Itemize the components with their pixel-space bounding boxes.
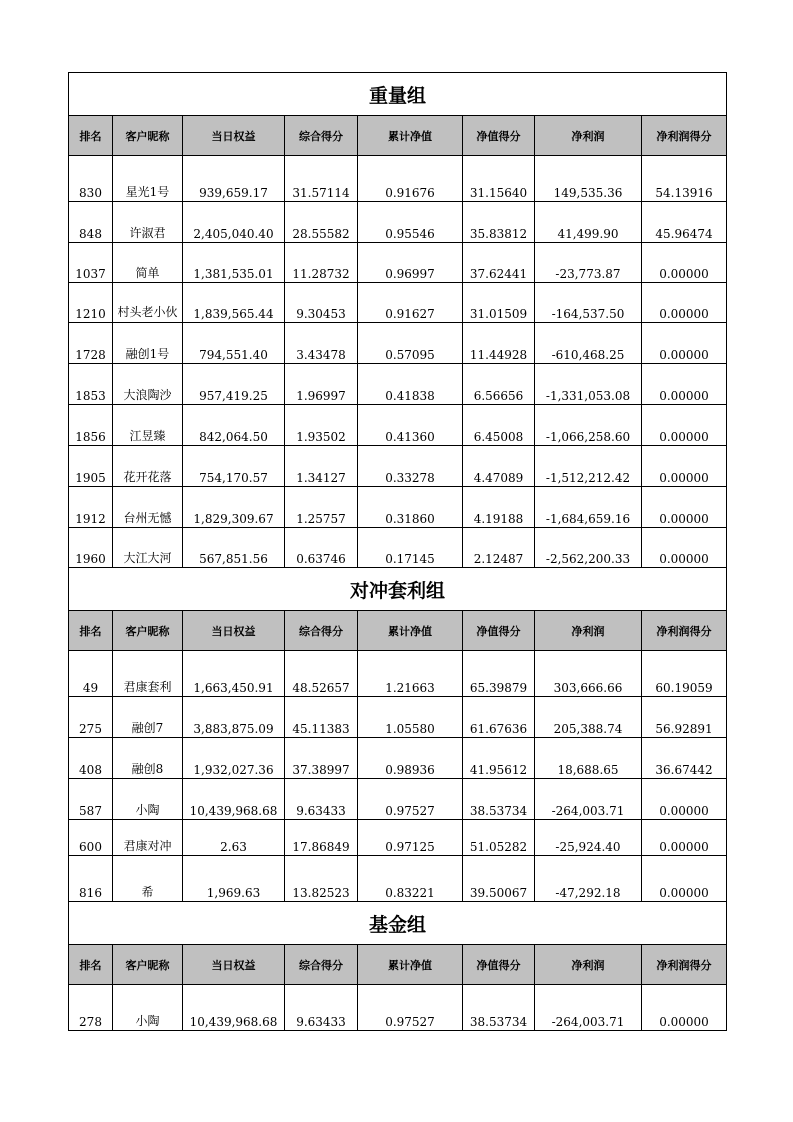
- group-title-heavy: 重量组: [69, 73, 727, 116]
- cell-score: 1.34127: [285, 446, 358, 487]
- cell-equity: 10,439,968.68: [183, 779, 285, 820]
- cell-nav: 0.83221: [358, 856, 463, 902]
- header-nickname: 客户昵称: [113, 945, 183, 985]
- cell-score: 1.96997: [285, 364, 358, 405]
- header-rank: 排名: [69, 611, 113, 651]
- cell-profit: -1,684,659.16: [535, 487, 642, 528]
- table-body: [69, 73, 727, 1031]
- cell-nav: 0.41360: [358, 405, 463, 446]
- cell-nav-score: 51.05282: [463, 820, 535, 856]
- cell-equity: 794,551.40: [183, 323, 285, 364]
- cell-nickname: 大浪陶沙: [113, 364, 183, 405]
- cell-nickname: 君康套利: [113, 651, 183, 697]
- cell-rank: 587: [69, 779, 113, 820]
- cell-score: 13.82523: [285, 856, 358, 902]
- cell-nickname: 融创7: [113, 697, 183, 738]
- cell-nav-score: 38.53734: [463, 985, 535, 1031]
- table-row: [69, 820, 727, 856]
- cell-rank: 1210: [69, 283, 113, 323]
- table-row: [69, 985, 727, 1031]
- cell-nav-score: 2.12487: [463, 528, 535, 568]
- header-profit: 净利润: [535, 945, 642, 985]
- cell-profit-score: 54.13916: [642, 156, 727, 202]
- cell-equity: 842,064.50: [183, 405, 285, 446]
- cell-nav: 1.05580: [358, 697, 463, 738]
- cell-nav: 0.41838: [358, 364, 463, 405]
- cell-score: 45.11383: [285, 697, 358, 738]
- table-row: [69, 243, 727, 283]
- cell-nav-score: 39.50067: [463, 856, 535, 902]
- cell-nav-score: 41.95612: [463, 738, 535, 779]
- cell-nav-score: 31.01509: [463, 283, 535, 323]
- table-row: [69, 856, 727, 902]
- cell-nav: 0.91627: [358, 283, 463, 323]
- cell-profit: 303,666.66: [535, 651, 642, 697]
- cell-nav: 0.17145: [358, 528, 463, 568]
- cell-profit-score: 0.00000: [642, 528, 727, 568]
- header-nav: 累计净值: [358, 116, 463, 156]
- cell-profit-score: 45.96474: [642, 202, 727, 243]
- table-row: [69, 364, 727, 405]
- cell-equity: 2,405,040.40: [183, 202, 285, 243]
- header-equity: 当日权益: [183, 611, 285, 651]
- group-title-fund: 基金组: [69, 902, 727, 945]
- cell-profit: -610,468.25: [535, 323, 642, 364]
- cell-profit: -1,512,212.42: [535, 446, 642, 487]
- cell-rank: 1905: [69, 446, 113, 487]
- cell-rank: 1853: [69, 364, 113, 405]
- cell-profit-score: 0.00000: [642, 820, 727, 856]
- cell-nav: 0.95546: [358, 202, 463, 243]
- cell-nickname: 小陶: [113, 985, 183, 1031]
- cell-nav-score: 37.62441: [463, 243, 535, 283]
- cell-nickname: 许淑君: [113, 202, 183, 243]
- cell-rank: 848: [69, 202, 113, 243]
- cell-score: 48.52657: [285, 651, 358, 697]
- cell-profit: 149,535.36: [535, 156, 642, 202]
- cell-nav: 0.33278: [358, 446, 463, 487]
- cell-equity: 2.63: [183, 820, 285, 856]
- table-row: [69, 156, 727, 202]
- cell-score: 17.86849: [285, 820, 358, 856]
- cell-rank: 816: [69, 856, 113, 902]
- cell-profit: -1,331,053.08: [535, 364, 642, 405]
- cell-nav-score: 31.15640: [463, 156, 535, 202]
- cell-rank: 408: [69, 738, 113, 779]
- table-row: [69, 528, 727, 568]
- header-nav: 累计净值: [358, 945, 463, 985]
- header-nav-score: 净值得分: [463, 116, 535, 156]
- header-rank: 排名: [69, 116, 113, 156]
- header-equity: 当日权益: [183, 116, 285, 156]
- cell-profit-score: 0.00000: [642, 856, 727, 902]
- cell-profit-score: 0.00000: [642, 405, 727, 446]
- cell-nickname: 大江大河: [113, 528, 183, 568]
- cell-rank: 278: [69, 985, 113, 1031]
- cell-score: 0.63746: [285, 528, 358, 568]
- table-row: [69, 323, 727, 364]
- cell-profit: -25,924.40: [535, 820, 642, 856]
- cell-profit: 205,388.74: [535, 697, 642, 738]
- cell-profit: -264,003.71: [535, 985, 642, 1031]
- table-row: [69, 738, 727, 779]
- cell-nav: 1.21663: [358, 651, 463, 697]
- group-title-row: [69, 73, 727, 116]
- cell-equity: 3,883,875.09: [183, 697, 285, 738]
- cell-nav: 0.97125: [358, 820, 463, 856]
- cell-score: 11.28732: [285, 243, 358, 283]
- header-nickname: 客户昵称: [113, 611, 183, 651]
- cell-equity: 754,170.57: [183, 446, 285, 487]
- ranking-table: [68, 72, 727, 1031]
- header-score: 综合得分: [285, 945, 358, 985]
- cell-nav: 0.31860: [358, 487, 463, 528]
- header-nav: 累计净值: [358, 611, 463, 651]
- table-row: [69, 405, 727, 446]
- cell-rank: 830: [69, 156, 113, 202]
- cell-nav-score: 35.83812: [463, 202, 535, 243]
- cell-nav-score: 4.19188: [463, 487, 535, 528]
- cell-equity: 1,663,450.91: [183, 651, 285, 697]
- cell-profit: -2,562,200.33: [535, 528, 642, 568]
- cell-profit-score: 0.00000: [642, 985, 727, 1031]
- cell-nickname: 融创8: [113, 738, 183, 779]
- header-score: 综合得分: [285, 116, 358, 156]
- header-equity: 当日权益: [183, 945, 285, 985]
- cell-profit-score: 0.00000: [642, 323, 727, 364]
- cell-rank: 275: [69, 697, 113, 738]
- cell-profit: 41,499.90: [535, 202, 642, 243]
- cell-rank: 1912: [69, 487, 113, 528]
- cell-score: 1.25757: [285, 487, 358, 528]
- table-row: [69, 487, 727, 528]
- cell-profit: -164,537.50: [535, 283, 642, 323]
- cell-nickname: 星光1号: [113, 156, 183, 202]
- cell-nickname: 江昱臻: [113, 405, 183, 446]
- header-nav-score: 净值得分: [463, 945, 535, 985]
- cell-score: 9.30453: [285, 283, 358, 323]
- cell-score: 3.43478: [285, 323, 358, 364]
- cell-rank: 1037: [69, 243, 113, 283]
- cell-equity: 939,659.17: [183, 156, 285, 202]
- header-profit: 净利润: [535, 611, 642, 651]
- cell-equity: 10,439,968.68: [183, 985, 285, 1031]
- cell-profit: 18,688.65: [535, 738, 642, 779]
- cell-equity: 1,932,027.36: [183, 738, 285, 779]
- cell-nav: 0.97527: [358, 985, 463, 1031]
- cell-nickname: 融创1号: [113, 323, 183, 364]
- header-nav-score: 净值得分: [463, 611, 535, 651]
- header-rank: 排名: [69, 945, 113, 985]
- cell-nav-score: 65.39879: [463, 651, 535, 697]
- header-score: 综合得分: [285, 611, 358, 651]
- cell-nickname: 君康对冲: [113, 820, 183, 856]
- cell-nav-score: 6.56656: [463, 364, 535, 405]
- header-nickname: 客户昵称: [113, 116, 183, 156]
- cell-nav-score: 4.47089: [463, 446, 535, 487]
- cell-profit-score: 0.00000: [642, 779, 727, 820]
- header-row: [69, 116, 727, 156]
- cell-nav: 0.57095: [358, 323, 463, 364]
- cell-profit-score: 56.92891: [642, 697, 727, 738]
- table-row: [69, 202, 727, 243]
- cell-equity: 957,419.25: [183, 364, 285, 405]
- cell-nav: 0.91676: [358, 156, 463, 202]
- cell-profit-score: 0.00000: [642, 487, 727, 528]
- cell-profit: -47,292.18: [535, 856, 642, 902]
- table-row: [69, 446, 727, 487]
- cell-equity: 1,969.63: [183, 856, 285, 902]
- cell-nickname: 小陶: [113, 779, 183, 820]
- cell-profit-score: 0.00000: [642, 243, 727, 283]
- cell-equity: 1,829,309.67: [183, 487, 285, 528]
- cell-equity: 567,851.56: [183, 528, 285, 568]
- cell-equity: 1,381,535.01: [183, 243, 285, 283]
- header-profit-score: 净利润得分: [642, 611, 727, 651]
- cell-nav-score: 6.45008: [463, 405, 535, 446]
- header-profit: 净利润: [535, 116, 642, 156]
- cell-score: 9.63433: [285, 779, 358, 820]
- cell-nav-score: 38.53734: [463, 779, 535, 820]
- cell-profit-score: 0.00000: [642, 283, 727, 323]
- cell-profit-score: 60.19059: [642, 651, 727, 697]
- header-row: [69, 611, 727, 651]
- cell-nav: 0.98936: [358, 738, 463, 779]
- cell-nav: 0.96997: [358, 243, 463, 283]
- cell-nickname: 台州无憾: [113, 487, 183, 528]
- cell-profit: -1,066,258.60: [535, 405, 642, 446]
- cell-profit: -23,773.87: [535, 243, 642, 283]
- table-row: [69, 651, 727, 697]
- cell-nav: 0.97527: [358, 779, 463, 820]
- table-row: [69, 697, 727, 738]
- table-row: [69, 779, 727, 820]
- cell-score: 28.55582: [285, 202, 358, 243]
- cell-score: 9.63433: [285, 985, 358, 1031]
- cell-profit-score: 36.67442: [642, 738, 727, 779]
- group-title-row: [69, 902, 727, 945]
- cell-score: 1.93502: [285, 405, 358, 446]
- cell-nav-score: 11.44928: [463, 323, 535, 364]
- header-profit-score: 净利润得分: [642, 945, 727, 985]
- cell-nickname: 希: [113, 856, 183, 902]
- cell-rank: 1728: [69, 323, 113, 364]
- cell-profit-score: 0.00000: [642, 364, 727, 405]
- cell-score: 37.38997: [285, 738, 358, 779]
- cell-nickname: 简单: [113, 243, 183, 283]
- group-title-hedge: 对冲套利组: [69, 568, 727, 611]
- header-profit-score: 净利润得分: [642, 116, 727, 156]
- table-row: [69, 283, 727, 323]
- cell-nickname: 花开花落: [113, 446, 183, 487]
- header-row: [69, 945, 727, 985]
- cell-profit-score: 0.00000: [642, 446, 727, 487]
- cell-rank: 49: [69, 651, 113, 697]
- cell-rank: 1960: [69, 528, 113, 568]
- cell-profit: -264,003.71: [535, 779, 642, 820]
- cell-rank: 600: [69, 820, 113, 856]
- cell-equity: 1,839,565.44: [183, 283, 285, 323]
- group-title-row: [69, 568, 727, 611]
- cell-nickname: 村头老小伙: [113, 283, 183, 323]
- cell-rank: 1856: [69, 405, 113, 446]
- cell-nav-score: 61.67636: [463, 697, 535, 738]
- cell-score: 31.57114: [285, 156, 358, 202]
